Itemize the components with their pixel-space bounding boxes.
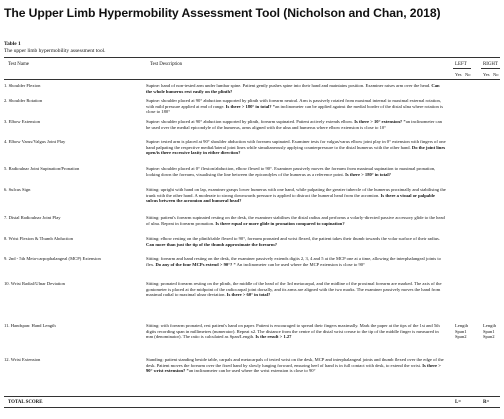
description-question: Do the joint lines open/is there excessive laxity in either direction? (146, 144, 446, 156)
test-description-7 (146, 215, 446, 226)
description-note: * An inclinometer can be used where the MCP extension is close to 90° (233, 261, 365, 267)
description-question: Is there > 180° in total? (225, 103, 272, 109)
left-no-header: No (465, 72, 471, 77)
left-measure-label: Span1 (455, 328, 467, 334)
test-description-9 (146, 256, 446, 267)
page-title: The Upper Limb Hypermobility Assessment Tool (Nicholson and Chan, 2018) (4, 6, 441, 20)
total-top-rule (4, 396, 500, 397)
description-question: Is there > 90° wrist extension? (146, 362, 441, 374)
test-description-11 (146, 323, 446, 340)
description-text: Supine: shoulder placed at 90° abduction supported by plinth with forearm neutral. Arm is passively rotated from maximal internal to maximal external rotation, with mild pressure applied at end of range. (146, 98, 441, 109)
description-text: Sitting: elbow resting on the plinth/table flexed to 90°, forearm pronated and wrist flexed, the patient takes their thumb towards the volar surface of their radius. (146, 236, 440, 241)
left-total: L= (455, 400, 462, 405)
left-measure-label: Span2 (455, 334, 467, 340)
description-question: Can the whole humerus rest easily on the plinth? (146, 83, 440, 94)
description-text: Sitting: pronated forearm resting on the plinth, the middle of the head of the 3rd metacarpal, and the midline of the proximal forearm are marked. The axis of the goniometer is placed at the midpoint of the radiocarpal joint dorsally, and its arms are aligned with the two marks. The examiner passively moves the hand from maximal radial to maximal ulnar deviation. (146, 281, 442, 298)
description-question: Is there > 180° in total? (345, 171, 391, 177)
right-measure-label: Length (483, 323, 497, 328)
table-caption: The upper limb hypermobility assessment tool. (4, 48, 106, 54)
col-header-right: RIGHT (483, 62, 498, 67)
test-name-11: 11. Handspan: Hand Length (4, 323, 56, 328)
test-description-12 (146, 357, 446, 374)
test-description-10 (146, 281, 446, 298)
test-name-3: 3. Elbow Extension (4, 119, 41, 124)
description-text: Supine: shoulder placed at 0° flexion/abduction, elbow flexed to 90°. Examiner passively moves the forearm from maximal supination to maximal pronation, looking down the forearm, visualising the line between the epicondyles of the humerus as a reference point. (146, 166, 436, 177)
right-no-header: No (493, 72, 499, 77)
description-text: Sitting: upright with hand on lap, examiner grasps lower humerus with one hand, while palpating the greater tubercle of the humerus proximally and stabilising the trunk with the other hand. A moderate to strong downwards pressure is applied to distract the humeral head from the acromion. (146, 187, 446, 198)
left-header-rule (453, 68, 471, 69)
right-total: R= (483, 400, 490, 405)
description-question: Is the result > 1.27 (255, 334, 292, 340)
test-name-8: 8. Wrist Flexion & Thumb Abduction (4, 236, 74, 241)
test-name-7: 7. Distal Radioulnar Joint Play (4, 215, 61, 220)
description-note: *an inclinometer can be used over the medial epicondyle of the humerus, arms aligned with the ulna and humerus where elbow extension is close to 10° (146, 119, 442, 130)
test-name-1: 1. Shoulder Flexion (4, 83, 41, 88)
test-description-1 (146, 83, 446, 94)
description-question: Is there equal or more glide in pronation compared to supination? (215, 220, 345, 226)
description-question: Is there > 10° extension? (354, 119, 403, 124)
description-question: Do any of the four MCPs extend > 90°? (155, 261, 233, 267)
table-top-rule (4, 57, 500, 58)
test-name-6: 6. Sulcus Sign (4, 187, 31, 192)
description-question: Is there a visual or palpable sulcus between the acromion and humeral head? (146, 192, 435, 204)
header-bottom-rule (4, 79, 500, 80)
left-measurements (455, 323, 477, 340)
test-name-9: 9. 2nd - 5th Meta-carpophalangeal (MCP) Extension (4, 256, 101, 261)
description-question: Is there > 60° in total? (226, 292, 271, 298)
test-name-2: 2. Shoulder Rotation (4, 98, 43, 103)
description-text: Supine: shoulder placed at 90° abduction supported by plinth, forearm supinated. Patient actively extends elbow. (146, 119, 354, 124)
description-note: *an inclinometer can be used where the wrist extension is close to 90° (186, 368, 316, 374)
right-yes-header: Yes (483, 72, 490, 77)
right-measure-label: Span2 (483, 334, 495, 340)
col-header-test-description: Test Description (150, 62, 183, 67)
description-question: Can more than just the tip of the thumb approximate the forearm? (146, 241, 278, 247)
right-header-rule (481, 68, 500, 69)
description-text: Sitting: with forearm pronated, rest patient's hand on paper. Patient is encouraged to spread their fingers maximally. Mark the paper at the tips of the 1st and 5th digits recording span in millimetres (numerator). Repeat x2. The distance from the centre of the distal wrist crease to the tip of the middle finger is measured in mm (denominator). The ratio is calculated as Span/Length. (146, 323, 440, 340)
col-header-test-name: Test Name (8, 62, 29, 67)
description-note: *an inclinometer can be applied against the medial border of the distal ulna where rotation is close to 180° (146, 103, 444, 115)
test-name-10: 10. Wrist Radial/Ulnar Deviation (4, 281, 65, 286)
test-name-5: 5. Radioulnar Joint Supination/Pronation (4, 166, 80, 171)
description-text: Sitting: patient's forearm supinated resting on the desk, the examiner stabilises the distal radius and performs a volarly-directed passive accessory glide to the head of ulna. Repeat in forearm pronation. (146, 215, 445, 226)
test-description-8 (146, 236, 446, 247)
test-name-4: 4. Elbow Varus/Valgus Joint Play (4, 139, 66, 144)
col-header-left: LEFT (455, 62, 467, 67)
description-text: Standing: patient standing beside table, carpals and metacarpals of tested wrist on the desk, MCP and interphalangeal joints and thumb flexed over the edge of the desk. Patient moves the forearm over the fixed hand by slowly lunging forward, ensuring heel of hand is in full contact with desk, to extend the wrist. (146, 357, 444, 368)
right-measurements (483, 323, 504, 340)
left-yes-header: Yes (455, 72, 462, 77)
test-description-4 (146, 139, 446, 156)
table-bottom-rule (4, 407, 500, 408)
table-label: Table 1 (4, 41, 21, 47)
description-text: Supine: tested arm is placed at 90° shoulder abduction with forearm supinated. Examiner tests for valgus/varus elbow joint play in 0° extension with fingers of one hand palpating the respective medial/lateral joint lines while simultaneously applying counterpressure to the distal humerus with the other hand. (146, 139, 446, 150)
test-description-3 (146, 119, 446, 130)
description-text: Sitting: forearm and hand resting on the desk, the examiner passively extends digits 2, 3, 4 and 5 at the MCP one at a time, allowing the interphalangeal joints to flex. (146, 256, 441, 267)
test-description-5 (146, 166, 446, 177)
test-name-12: 12. Wrist Extension (4, 357, 41, 362)
left-measure-label: Length (455, 323, 469, 328)
total-score-label: TOTAL SCORE (8, 400, 43, 405)
description-text: Supine: hand of non-tested arm under lumbar spine. Patient gently pushes spine into their hand and maintains position. Examiner raises arm over the head. (146, 83, 431, 88)
test-description-2 (146, 98, 446, 115)
test-description-6 (146, 187, 446, 204)
right-measure-label: Span1 (483, 328, 495, 334)
